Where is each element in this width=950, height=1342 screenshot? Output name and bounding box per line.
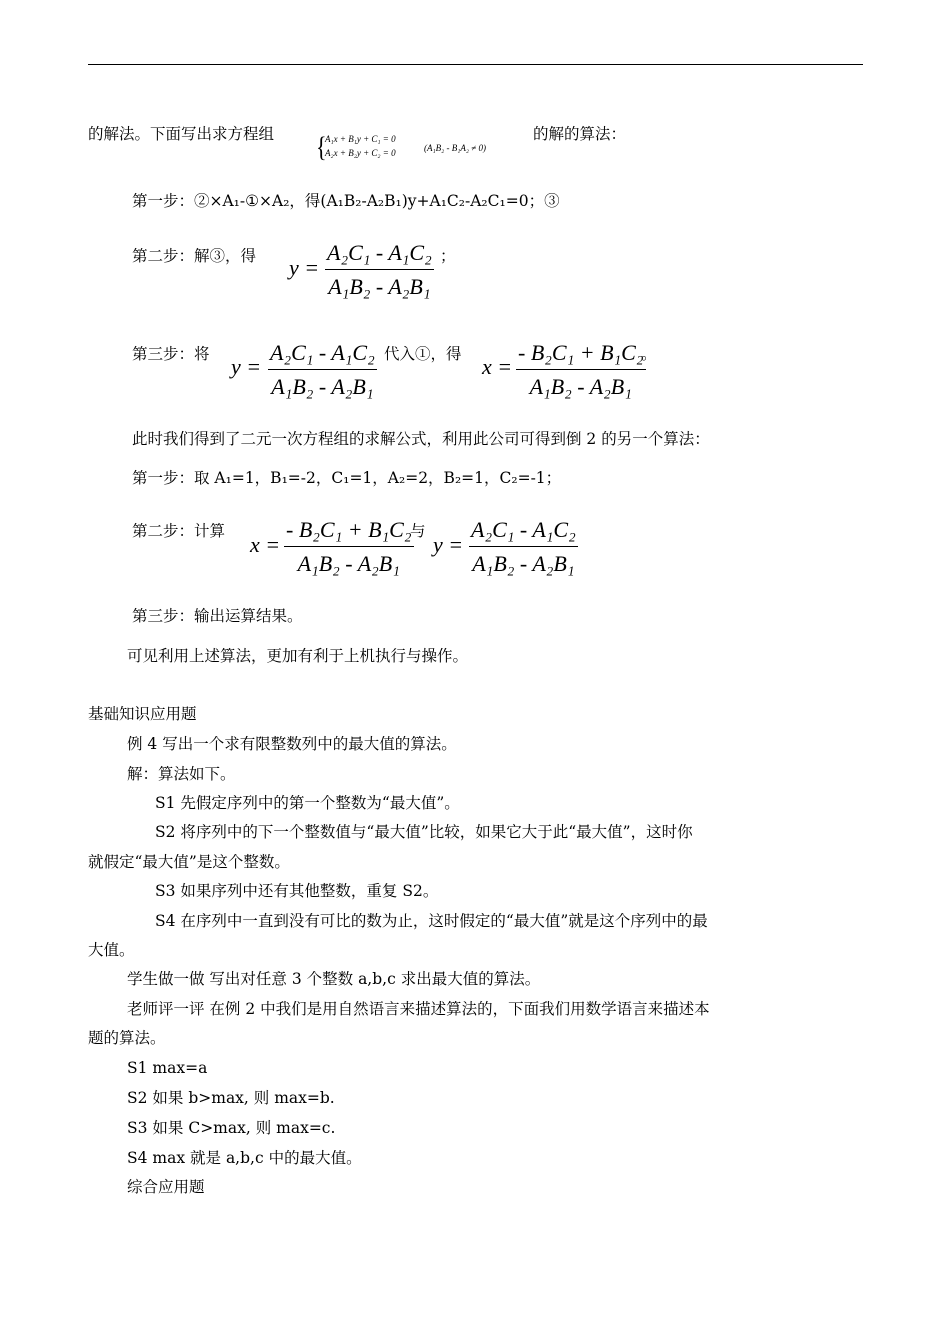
system-condition: (A₁B₂ - B₁A₂ ≠ 0) [424,143,486,153]
intro-text: 的解法。下面写出求方程组 [88,125,275,143]
x-denominator: A₁B₂ - A₂B₁ [529,374,632,399]
algo-step-s1: S1 先假定序列中的第一个整数为“最大值”。 [155,794,460,812]
y-numerator: A₂C₁ - A₁C₂ [325,240,434,270]
math-step-s1: S1 max=a [127,1059,208,1077]
step-3-mid: 代入①，得 [384,345,462,363]
brace: { [316,130,327,163]
alt-step-3: 第三步：输出运算结果。 [132,607,303,625]
conclusion: 可见利用上述算法，更加有利于上机执行与操作。 [127,647,469,665]
step-1: 第一步：②×A₁-①×A₂，得(A₁B₂-A₂B₁)y+A₁C₂-A₂C₁=0；③ [132,192,560,210]
y-lhs-2: y = [231,354,262,379]
algo-step-s2: S2 将序列中的下一个整数值与“最大值”比较，如果它大于此“最大值”，这时你 [155,823,693,841]
example-4: 例 4 写出一个求有限整数列中的最大值的算法。 [127,735,457,753]
section-heading-basic: 基础知识应用题 [88,705,197,723]
alt-step-1: 第一步：取 A₁=1，B₁=-2，C₁=1，A₂=2，B₂=1，C₂=-1； [132,469,562,487]
x-lhs-2: x = [250,532,281,557]
step-2-end: ； [440,247,456,265]
math-step-s4: S4 max 就是 a,b,c 中的最大值。 [127,1149,362,1167]
alt-step-2-mid: 与 [410,522,426,540]
y-fraction-3 [469,517,578,577]
x-denominator: A₁B₂ - A₂B₁ [297,551,400,576]
section-heading-comprehensive: 综合应用题 [127,1178,205,1196]
student-exercise: 学生做一做 写出对任意 3 个整数 a,b,c 求出最大值的算法。 [127,970,541,988]
y-lhs-3: y = [433,532,464,557]
x-numerator: - B₂C₁ + B₁C₂ [284,517,414,547]
y-denominator: A₁B₂ - A₂B₁ [271,374,374,399]
math-step-s3: S3 如果 C>max, 则 max=c. [127,1119,336,1137]
math-step-s2: S2 如果 b>max, 则 max=b. [127,1089,335,1107]
intro-text-end: 的解的算法： [533,125,627,143]
system-line-2: A₂x + B₂y + C₂ = 0 [325,148,396,158]
y-numerator: A₂C₁ - A₁C₂ [469,517,578,547]
x-fraction-1 [516,340,646,400]
step-2-label: 第二步：解③，得 [132,247,257,265]
y-fraction-2 [268,340,377,400]
teacher-comment: 老师评一评 在例 2 中我们是用自然语言来描述算法的，下面我们用数学语言来描述本 [127,1000,710,1018]
y-numerator: A₂C₁ - A₁C₂ [268,340,377,370]
y-denominator: A₁B₂ - A₂B₁ [328,274,431,299]
algo-step-s3: S3 如果序列中还有其他整数，重复 S2。 [155,882,439,900]
solution-label: 解：算法如下。 [127,765,236,783]
step-3-label: 第三步：将 [132,345,210,363]
alt-step-2-label: 第二步：计算 [132,522,226,540]
algo-step-s4: S4 在序列中一直到没有可比的数为止，这时假定的“最大值”就是这个序列中的最 [155,912,708,930]
step-3-end: 。 [641,345,657,363]
header-rule [88,64,863,65]
system-line-1: A₁x + B₁y + C₁ = 0 [325,134,396,144]
algo-step-s2-cont: 就假定“最大值”是这个整数。 [88,853,290,871]
note: 此时我们得到了二元一次方程组的求解公式，利用此公司可得到倒 2 的另一个算法： [132,430,710,448]
teacher-comment-cont: 题的算法。 [88,1029,166,1047]
algo-step-s4-cont: 大值。 [88,941,135,959]
y-denominator: A₁B₂ - A₂B₁ [472,551,575,576]
x-fraction-2 [284,517,414,577]
x-numerator: - B₂C₁ + B₁C₂ [516,340,646,370]
x-lhs: x = [482,354,513,379]
equation-system [316,131,536,165]
y-lhs: y = [289,255,320,280]
y-fraction-1 [325,240,434,300]
